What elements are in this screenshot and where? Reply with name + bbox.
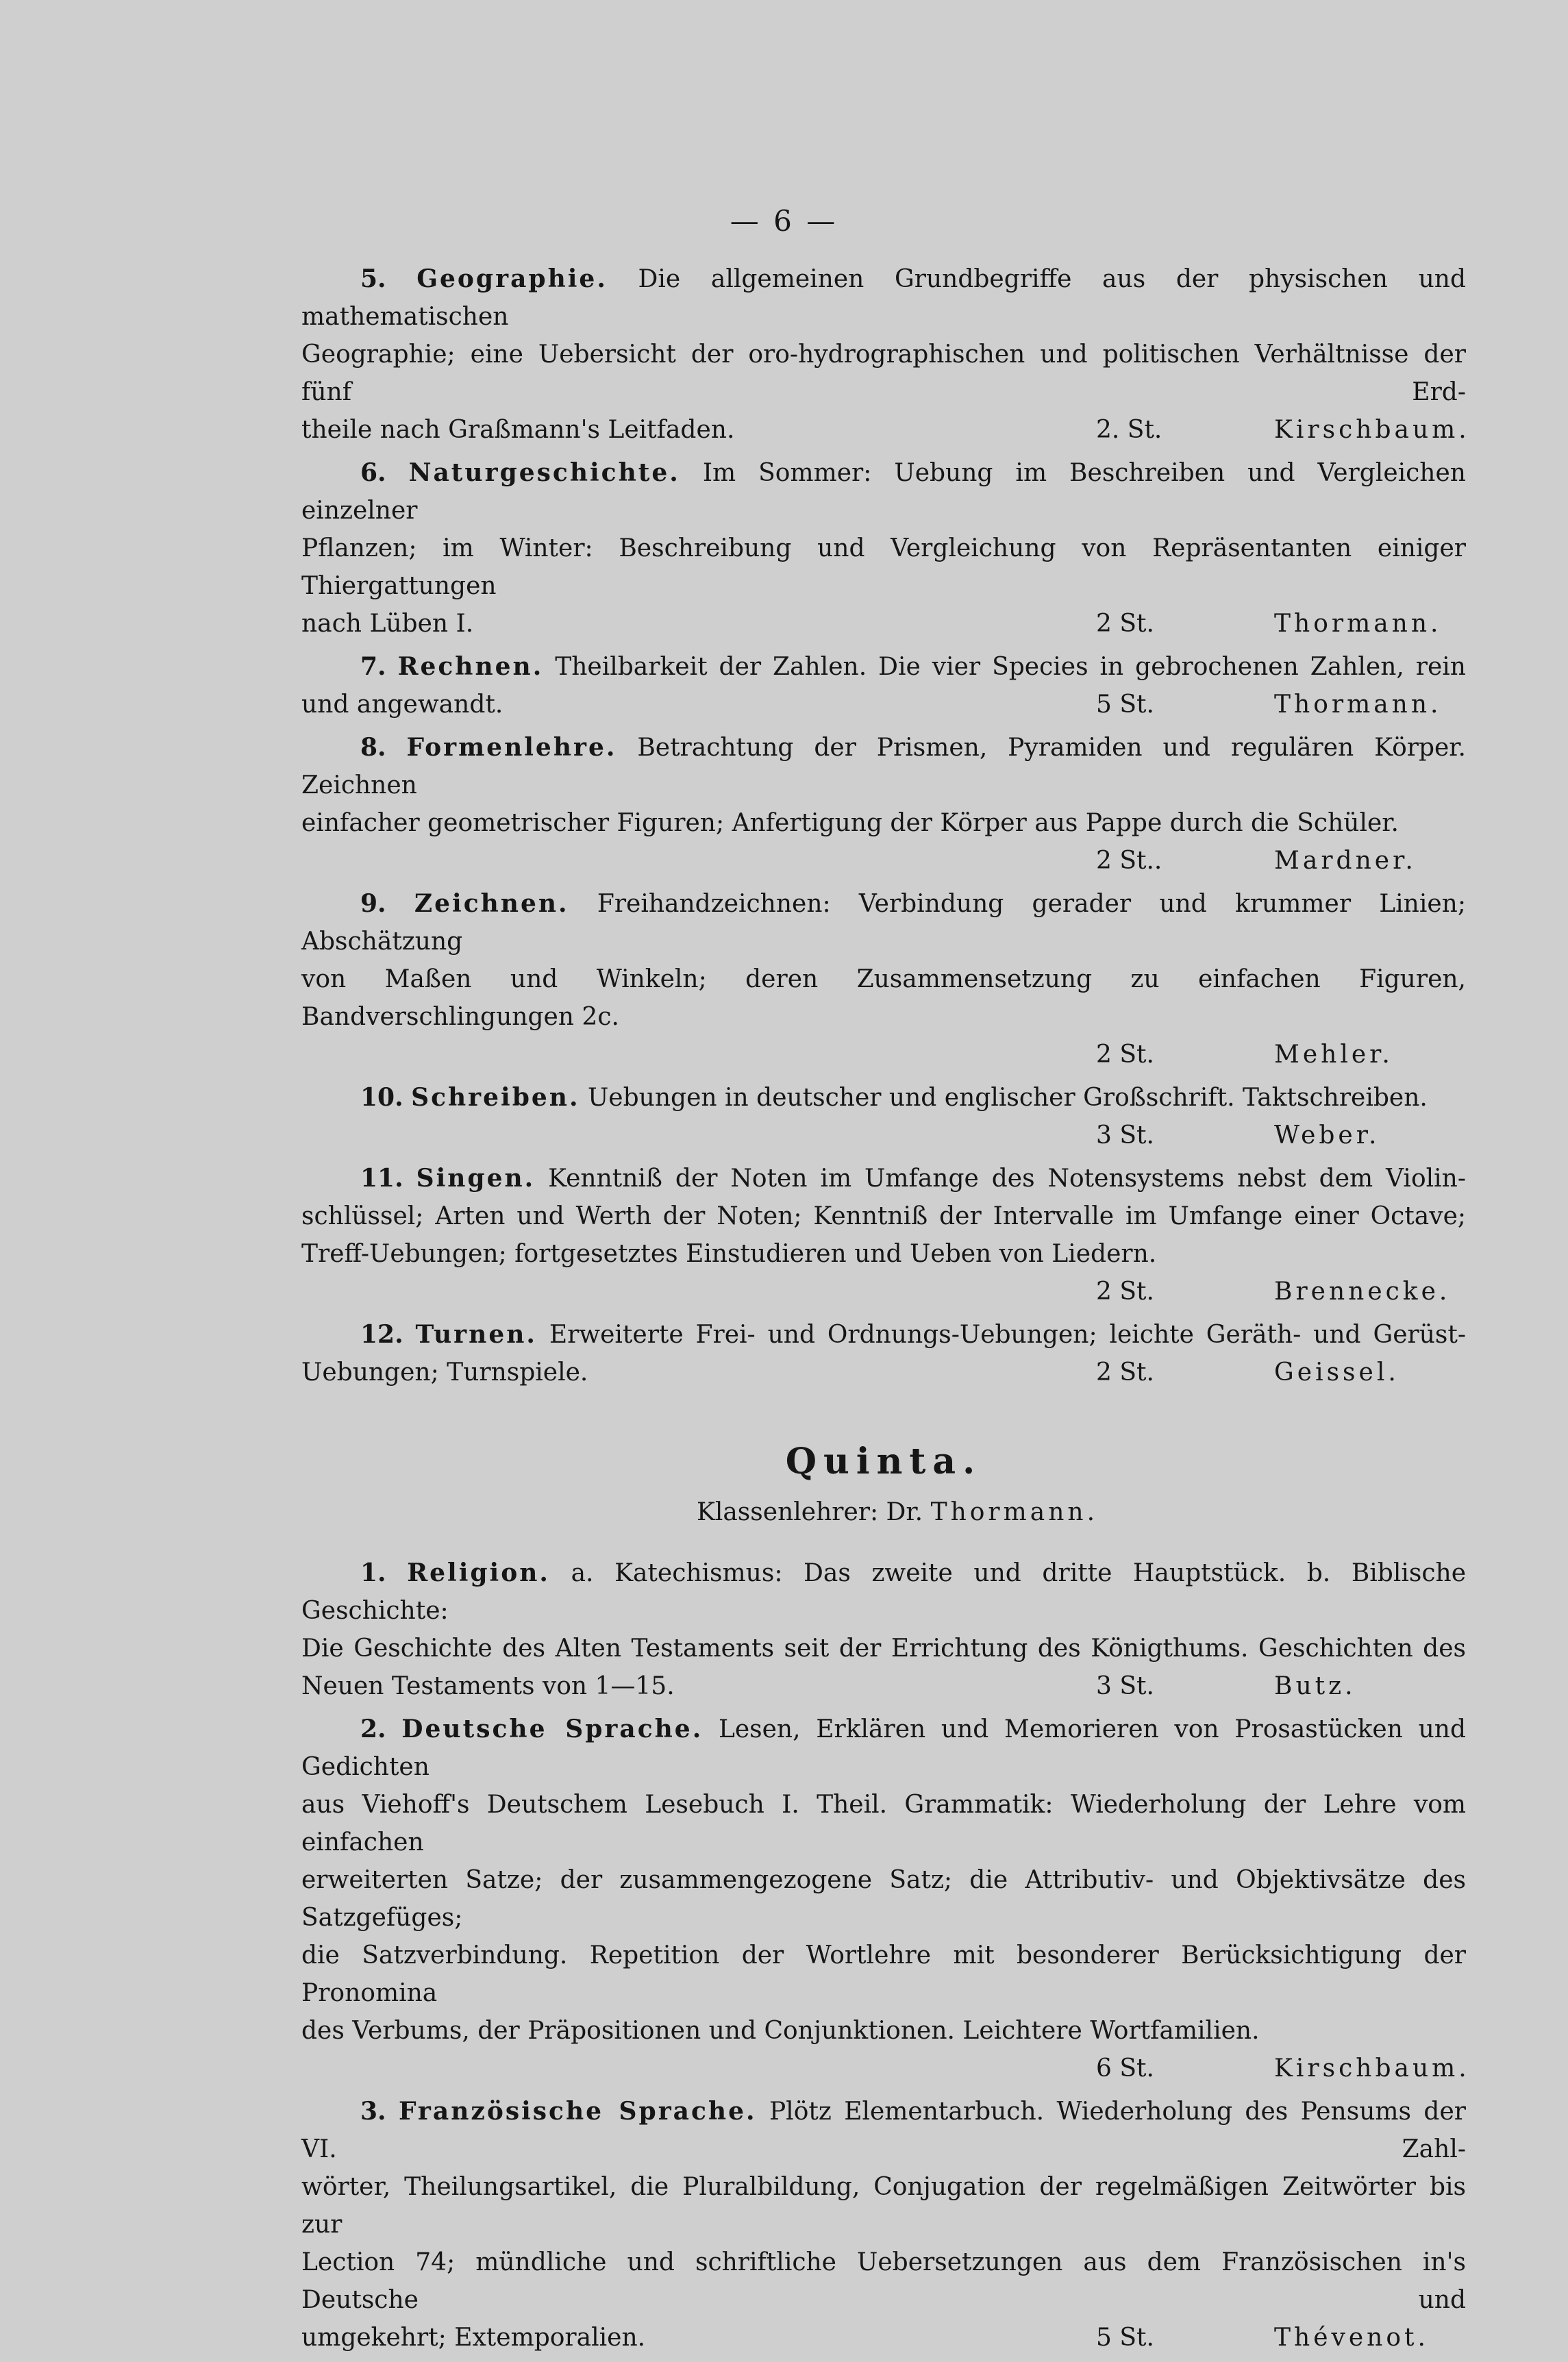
teacher-name: Weber. [1274,1121,1380,1149]
subject-text-line: wörter, Theilungsartikel, die Pluralbildung, Conjugation der regelmäßigen Zeitwörter bis zur [301,2173,1466,2239]
subject-text-line: umgekehrt; Extemporalien. [301,2324,646,2352]
subject-first-line [301,729,1466,804]
subject-text-line: Treff-Uebungen; fortgesetztes Einstudieren und Ueben von Liedern. [301,1240,1157,1268]
weekly-hours: 3 St. [1096,1672,1154,1700]
subject-text-line: Neuen Testaments von 1—15. [301,1672,675,1700]
subject-description: Lesen, Erklären und Memorieren von Prosastücken und Gedichten [301,1715,1466,1781]
weekly-hours: 5 St. [1096,691,1154,719]
subject-title: Singen. [416,1164,536,1193]
teacher-name: Thormann. [1274,691,1442,719]
subject-entry [301,1079,1466,1154]
subject-first-line [301,1711,1466,1786]
teacher-name: Mardner. [1274,847,1417,875]
subject-description: Uebungen in deutscher und englischer Großschrift. Taktschreiben. [587,1084,1428,1112]
weekly-hours: 2 St. [1096,610,1154,638]
subject-number: 9. [360,889,386,918]
teacher-name: Mehler. [1274,1041,1393,1069]
subject-title: Formenlehre. [406,733,617,762]
subject-number: 6. [360,458,386,487]
subject-first-line [301,260,1466,336]
subject-text-line: Geographie; eine Uebersicht der oro-hydrographischen und politischen Verhältnisse der fünf Erd- [301,340,1466,406]
subject-text-line: die Satzverbindung. Repetition der Wortlehre mit besonderer Berücksichtigung der Pronomina [301,1941,1466,2007]
subject-entry [301,885,1466,1073]
subject-entry [301,2093,1466,2357]
weekly-hours: 6 St. [1096,2054,1154,2083]
subject-text-line: von Maßen und Winkeln; deren Zusammensetzung zu einfachen Figuren, Bandverschlingungen 2c. [301,965,1466,1031]
subject-text-line: einfacher geometrischer Figuren; Anfertigung der Körper aus Pappe durch die Schüler. [301,809,1399,837]
subject-first-line [301,1316,1466,1354]
subject-description: Plötz Elementarbuch. Wiederholung des Pensums der VI. Zahl- [301,2098,1466,2163]
quinta-subject-list [301,1554,1470,2357]
teacher-name: Butz. [1274,1672,1356,1700]
subject-entry [301,648,1466,723]
weekly-hours: 3 St. [1096,1121,1154,1149]
class-teacher-line [301,1493,1466,1531]
teacher-name: Thévenot. [1274,2324,1429,2352]
page-number: — 6 — [730,204,838,238]
hours-teacher-line [301,1273,1466,1310]
section-heading-quinta: Quinta. [785,1441,982,1482]
weekly-hours: 2 St. [1096,1278,1154,1306]
subject-number: 5. [360,264,386,293]
subject-text-line: erweiterten Satze; der zusammengezogene Satz; die Attributiv- und Objektivsätze des Satzgefüges; [301,1866,1466,1932]
hours-teacher-line [301,1036,1466,1073]
weekly-hours: 2. St. [1096,416,1162,444]
hours-teacher-line [301,842,1466,880]
subject-description: Kenntniß der Noten im Umfange des Notensystems nebst dem Violin- [548,1165,1466,1193]
subject-number: 12. [360,1320,403,1349]
subject-text-line: nach Lüben I. [301,610,474,638]
subject-first-line [301,885,1466,960]
subject-title: Turnen. [415,1320,537,1349]
subject-first-line [301,1554,1466,1630]
subject-title: Religion. [407,1558,550,1587]
subject-first-line [301,454,1466,530]
teacher-name: Geissel. [1274,1358,1399,1387]
subject-text-line: Die Geschichte des Alten Testaments seit der Errichtung des Königthums. Geschichten des [301,1634,1466,1663]
teacher-name: Kirschbaum. [1274,416,1470,444]
subject-number: 10. [360,1083,403,1112]
subject-title: Französische Sprache. [399,2097,757,2126]
subject-entry [301,1160,1466,1310]
subject-description: Theilbarkeit der Zahlen. Die vier Species in gebrochenen Zahlen, rein [555,653,1466,681]
subject-entry [301,1554,1466,1705]
weekly-hours: 2 St. [1096,1041,1154,1069]
subject-text-line: aus Viehoff's Deutschem Lesebuch I. Theil. Grammatik: Wiederholung der Lehre vom einfachen [301,1791,1466,1856]
subject-entry [301,729,1466,880]
subject-first-line [301,2093,1466,2168]
subject-description: a. Katechismus: Das zweite und dritte Hauptstück. b. Biblische Geschichte: [301,1559,1466,1625]
subject-description: Die allgemeinen Grundbegriffe aus der physischen und mathematischen [301,265,1466,331]
subject-entry [301,1711,1470,2087]
subject-number: 1. [360,1558,386,1587]
subject-title: Rechnen. [397,652,544,681]
subject-title: Naturgeschichte. [408,458,680,487]
hours-teacher-line [301,2050,1470,2087]
teacher-name: Brennecke. [1274,1278,1451,1306]
subject-entry [301,454,1466,643]
hours-teacher-line [301,605,1466,643]
sexta-subject-list [301,260,1470,1391]
subject-title: Deutsche Sprache. [401,1715,704,1743]
subject-first-line [301,648,1466,686]
subject-number: 2. [360,1715,386,1743]
subject-first-line [301,1160,1466,1197]
subject-description: Im Sommer: Uebung im Beschreiben und Vergleichen einzelner [301,459,1466,525]
subject-description: Erweiterte Frei- und Ordnungs-Uebungen; leichte Geräth- und Gerüst- [549,1321,1467,1349]
subject-title: Schreiben. [411,1083,580,1112]
hours-teacher-line [301,1117,1466,1154]
subject-description: Freihandzeichnen: Verbindung gerader und krummer Linien; Abschätzung [301,890,1466,956]
teacher-name: Kirschbaum. [1274,2054,1470,2083]
subject-title: Zeichnen. [414,889,569,918]
subject-description: Betrachtung der Prismen, Pyramiden und regulären Körper. Zeichnen [301,734,1466,799]
page-content [301,260,1470,2362]
subject-text-line: schlüssel; Arten und Werth der Noten; Kenntniß der Intervalle im Umfange einer Octave; [301,1202,1466,1230]
subject-text-line: und angewandt. [301,691,503,719]
subject-text-line: theile nach Graßmann's Leitfaden. [301,416,735,444]
subject-text-line: Pflanzen; im Winter: Beschreibung und Vergleichung von Repräsentanten einiger Thiergattungen [301,534,1466,600]
subject-text-line: Lection 74; mündliche und schriftliche Uebersetzungen aus dem Französischen in's Deutsche und [301,2248,1466,2314]
subject-entry [301,260,1470,449]
subject-text-line: des Verbums, der Präpositionen und Conjunktionen. Leichtere Wortfamilien. [301,2017,1260,2045]
weekly-hours: 2 St. [1096,1358,1154,1387]
weekly-hours: 2 St.. [1096,847,1162,875]
subject-entry [301,1316,1466,1391]
subject-title: Geographie. [416,264,608,293]
subject-number: 11. [360,1164,403,1193]
subject-number: 7. [360,652,386,681]
subject-text-line: Uebungen; Turnspiele. [301,1358,588,1387]
class-teacher-name: Thormann. [930,1498,1099,1526]
subject-first-line [301,1079,1466,1117]
teacher-name: Thormann. [1274,610,1442,638]
subject-number: 8. [360,733,386,762]
subject-number: 3. [360,2097,386,2126]
class-teacher-label: Klassenlehrer: Dr. [696,1498,923,1526]
weekly-hours: 5 St. [1096,2324,1154,2352]
